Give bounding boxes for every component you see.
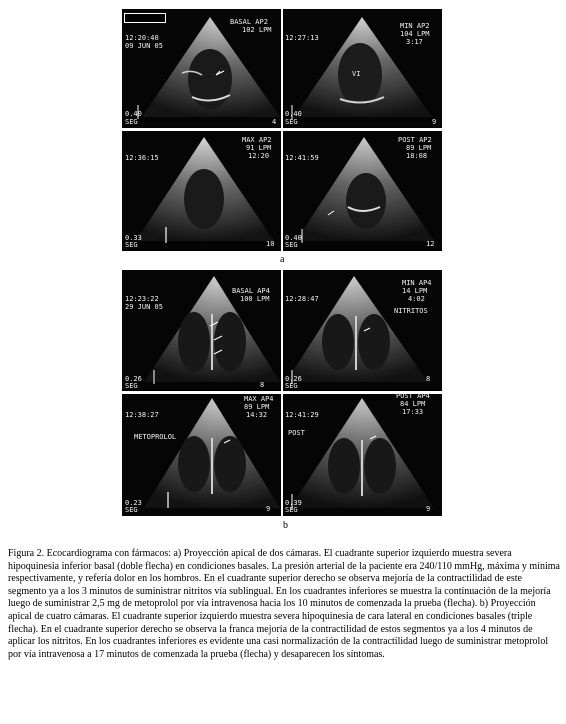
- quadrant-clock: 12:20: [248, 152, 270, 160]
- quadrant-rate: 14 LPM: [402, 287, 428, 295]
- quadrant-time: 12:36:15: [125, 154, 159, 162]
- figure-caption: Figura 2. Ecocardiograma con fármacos: a) Proyección apical de dos cámaras. El cuadrante superior izquierdo muestra severa hipoquinesia inferior basal (doble flecha) en condiciones basales. La presión arterial de la paciente era 240/110 mmHg, máxima y mínima respectivamente, y refería dolor en los hombros. En el cuadrante superior derecho se observa mejoría de la contractilidad de este segmento ya a los 3 minutos de suministrar nitritos vía sublingual. En los cuadrantes inferiores se muestra la continuación de la mejoría luego de suministrar 2,5 mg de metoprolol por vía intravenosa hacia los 10 minutos de comenzada la prueba (flecha). b) Proyección apical de cuatro cámaras. El cuadrante superior izquierdo muestra severa hipoquinesia de cara lateral en condiciones basales (triple flecha). En el cuadrante superior derecho se observa la franca mejoría de la contractilidad de estos segmentos ya a los 4 minutos de aplicar los nitritos. En los cuadrantes inferiores es evidente una casi normalización de la contractilidad luego de suministrar metoprolol por vía intravenosa a 17 minutos de comenzada la prueba (flecha) y desaparecen los síntomas.: [8, 548, 560, 660]
- quadrant-time: 12:20:40: [125, 34, 159, 42]
- echo-quadrant-b2: [282, 270, 442, 390]
- echo-quadrant-b1: [122, 270, 282, 390]
- echo-quadrant-a2: [282, 9, 442, 127]
- quadrant-divider-horizontal: [122, 128, 442, 131]
- quadrant-seg: SEG: [125, 382, 138, 390]
- quadrant-depth: 0.40: [285, 234, 302, 242]
- figure-a-label: a: [280, 254, 285, 265]
- quadrant-depth: 0.39: [285, 499, 302, 507]
- quadrant-date: 29 JUN 05: [125, 303, 163, 311]
- quadrant-time: 12:41:29: [285, 411, 319, 419]
- quadrant-seg: SEG: [125, 506, 138, 514]
- echo-quadrant-a4: [282, 131, 442, 249]
- quadrant-page: 8: [260, 381, 265, 389]
- quadrant-page: 8: [426, 375, 431, 383]
- quadrant-page: 12: [426, 240, 435, 248]
- echo-quadrant-a3: [122, 131, 282, 249]
- quadrant-time: 12:41:59: [285, 154, 319, 162]
- quadrant-rate: 104 LPM: [400, 30, 430, 38]
- quadrant-mode: MAX AP4: [244, 395, 274, 403]
- quadrant-clock: 3:17: [406, 38, 423, 46]
- quadrant-label: VI: [352, 70, 361, 78]
- quadrant-seg: SEG: [285, 118, 298, 126]
- echo-quadrant-a1: [122, 9, 282, 127]
- quadrant-clock: 18:08: [406, 152, 428, 160]
- quadrant-depth: 0.40: [125, 110, 142, 118]
- quadrant-date: 09 JUN 05: [125, 42, 163, 50]
- quadrant-mode: POST AP4: [396, 394, 430, 400]
- quadrant-seg: SEG: [285, 382, 298, 390]
- quadrant-rate: 89 LPM: [406, 144, 432, 152]
- quadrant-label: POST: [288, 429, 305, 437]
- quadrant-mode: MIN AP2: [400, 22, 430, 30]
- echo-quadrant-b3: [122, 394, 282, 516]
- quadrant-mode: MAX AP2: [242, 136, 272, 144]
- quadrant-clock: 14:32: [246, 411, 268, 419]
- quadrant-time: 12:28:47: [285, 295, 319, 303]
- quadrant-page: 9: [266, 505, 271, 513]
- quadrant-rate: 89 LPM: [244, 403, 270, 411]
- figure-b-panel: [122, 270, 442, 516]
- quadrant-time: 12:23:22: [125, 295, 159, 303]
- quadrant-depth: 0.26: [285, 375, 302, 383]
- redaction-box: [124, 13, 166, 23]
- quadrant-page: 9: [432, 118, 437, 126]
- quadrant-mode: POST AP2: [398, 136, 432, 144]
- quadrant-time: 12:27:13: [285, 34, 319, 42]
- quadrant-label: METOPROLOL: [134, 433, 177, 441]
- quadrant-mode: BASAL AP4: [232, 287, 270, 295]
- quadrant-clock: 4:02: [408, 295, 425, 303]
- quadrant-seg: SEG: [125, 241, 138, 249]
- quadrant-depth: 0.40: [285, 110, 302, 118]
- quadrant-seg: SEG: [285, 241, 298, 249]
- quadrant-clock: 17:33: [402, 408, 424, 416]
- quadrant-label: NITRITOS: [394, 307, 428, 315]
- quadrant-rate: 102 LPM: [242, 26, 272, 34]
- figure-a-panel: [122, 9, 442, 251]
- quadrant-rate: 84 LPM: [400, 400, 426, 408]
- quadrant-time: 12:38:27: [125, 411, 159, 419]
- echo-quadrant-b4: [282, 394, 442, 516]
- quadrant-rate: 100 LPM: [240, 295, 270, 303]
- quadrant-page: 10: [266, 240, 275, 248]
- quadrant-seg: SEG: [125, 118, 138, 126]
- figure-b-label: b: [283, 520, 288, 531]
- quadrant-divider-horizontal: [122, 391, 442, 394]
- quadrant-page: 4: [272, 118, 277, 126]
- quadrant-depth: 0.23: [125, 499, 142, 507]
- quadrant-depth: 0.26: [125, 375, 142, 383]
- quadrant-rate: 91 LPM: [246, 144, 272, 152]
- quadrant-page: 9: [426, 505, 431, 513]
- quadrant-depth: 0.33: [125, 234, 142, 242]
- quadrant-mode: MIN AP4: [402, 279, 432, 287]
- quadrant-seg: SEG: [285, 506, 298, 514]
- quadrant-mode: BASAL AP2: [230, 18, 268, 26]
